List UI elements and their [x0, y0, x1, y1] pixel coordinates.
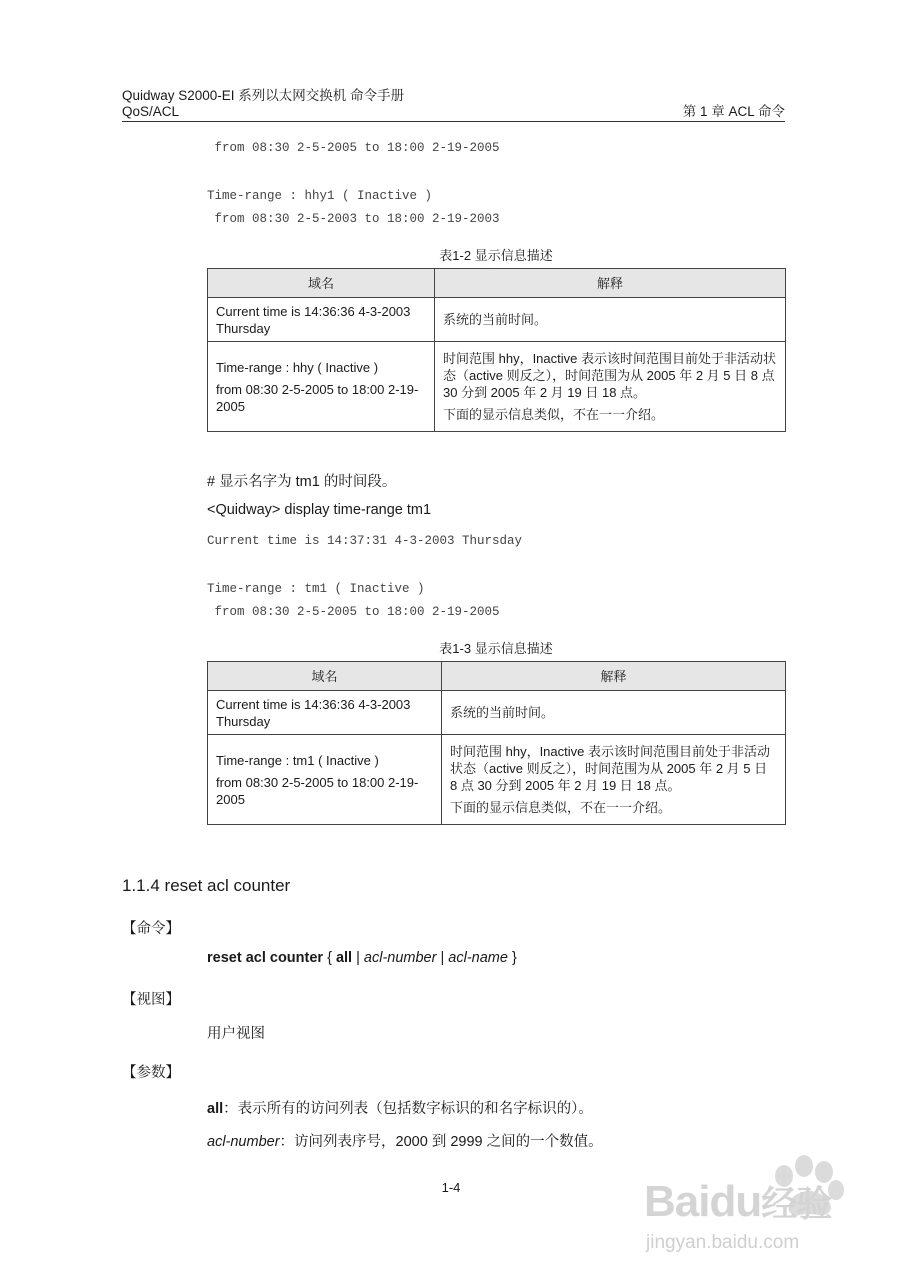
- table-row: [208, 691, 786, 735]
- table-cell: [208, 342, 435, 432]
- cell-text: 下面的显示信息类似，不在一一介绍。: [443, 407, 665, 422]
- syntax-separator: |: [436, 950, 449, 966]
- code-line: Time-range : tm1 ( Inactive ): [207, 582, 425, 596]
- code-line: Time-range : hhy1 ( Inactive ): [207, 189, 433, 203]
- header-chapter-right: 第 1 章 ACL 命令: [682, 104, 785, 119]
- page-number: 1-4: [441, 1180, 461, 1195]
- param-keyword: all: [207, 1101, 224, 1117]
- table-cell: [208, 735, 442, 825]
- table-cell: Current time is 14:36:36 4-3-2003 Thursday: [208, 691, 442, 735]
- cell-text: from 08:30 2-5-2005 to 18:00 2-19-2005: [216, 381, 419, 414]
- syntax-separator: |: [352, 950, 364, 966]
- syntax-acl-number: acl-number: [363, 950, 437, 966]
- table-row: [208, 298, 786, 342]
- watermark-brand: Bai: [644, 1177, 710, 1226]
- column-header: 解释: [442, 662, 786, 691]
- info-table-1-2: [207, 268, 786, 432]
- cell-text: Time-range : hhy ( Inactive ): [216, 359, 379, 375]
- table-cell: 系统的当前时间。: [442, 691, 786, 735]
- param-desc: ：表示所有的访问列表（包括数字标识的和名字标识的）。: [223, 1101, 593, 1117]
- command-syntax: [207, 950, 517, 966]
- param-desc: ：访问列表序号，2000 到 2999 之间的一个数值。: [279, 1134, 603, 1150]
- command-label: 【命令】: [122, 921, 180, 937]
- param-acl-number: [207, 1130, 603, 1151]
- table-cell: [442, 735, 786, 825]
- watermark-brand-cn: 经验: [761, 1183, 832, 1224]
- table-cell: Current time is 14:36:36 4-3-2003 Thursday: [208, 298, 435, 342]
- syntax-acl-name: acl-name: [448, 950, 508, 966]
- table-row: [208, 342, 786, 432]
- code-line: from 08:30 2-5-2003 to 18:00 2-19-2003: [207, 212, 500, 226]
- column-header: 域名: [208, 269, 435, 298]
- param-all: [207, 1097, 593, 1118]
- syntax-brace: }: [507, 950, 517, 966]
- column-header: 解释: [435, 269, 786, 298]
- syntax-brace: {: [323, 950, 336, 966]
- view-label: 【视图】: [122, 992, 180, 1008]
- watermark-brand2: du: [709, 1177, 762, 1226]
- header-doc-title: Quidway S2000-EI 系列以太网交换机 命令手册: [122, 88, 405, 103]
- example-comment: # 显示名字为 tm1 的时间段。: [207, 474, 397, 490]
- header-chapter-left: QoS/ACL: [122, 104, 180, 119]
- cell-text: 时间范围 hhy，Inactive 表示该时间范围目前处于非活动状态（active 则反之），时间范围为从 2005 年 2 月 5 日 8 点 30 分到 2005 年 2 月 19 日 18 点。: [450, 744, 770, 793]
- table-caption: 表1-2 显示信息描述: [439, 248, 553, 263]
- example-command: <Quidway> display time-range tm1: [207, 502, 432, 518]
- cell-text: Time-range : tm1 ( Inactive ): [216, 752, 379, 768]
- code-line: from 08:30 2-5-2005 to 18:00 2-19-2005: [207, 141, 500, 155]
- syntax-keyword: reset acl counter: [207, 950, 324, 966]
- cell-text: 时间范围 hhy，Inactive 表示该时间范围目前处于非活动状态（active 则反之），时间范围为从 2005 年 2 月 5 日 8 点 30 分到 2005 年 2 月 19 日 18 点。: [443, 351, 776, 400]
- cell-text: from 08:30 2-5-2005 to 18:00 2-19-2005: [216, 774, 419, 807]
- info-table-1-3: [207, 661, 786, 825]
- section-heading: 1.1.4 reset acl counter: [122, 876, 291, 895]
- param-keyword: acl-number: [207, 1134, 280, 1150]
- table-cell: 系统的当前时间。: [435, 298, 786, 342]
- cell-text: 下面的显示信息类似，不在一一介绍。: [450, 800, 672, 815]
- baidu-watermark: [644, 1146, 854, 1266]
- table-row: [208, 735, 786, 825]
- code-line: from 08:30 2-5-2005 to 18:00 2-19-2005: [207, 605, 500, 619]
- syntax-all: all: [335, 950, 353, 966]
- code-line: Current time is 14:37:31 4-3-2003 Thursday: [207, 534, 523, 548]
- column-header: 域名: [208, 662, 442, 691]
- view-value: 用户视图: [207, 1026, 265, 1042]
- param-label: 【参数】: [122, 1065, 180, 1081]
- watermark-url: jingyan.baidu.com: [646, 1232, 800, 1253]
- table-caption: 表1-3 显示信息描述: [439, 641, 553, 656]
- table-cell: [435, 342, 786, 432]
- header-rule: [122, 121, 785, 122]
